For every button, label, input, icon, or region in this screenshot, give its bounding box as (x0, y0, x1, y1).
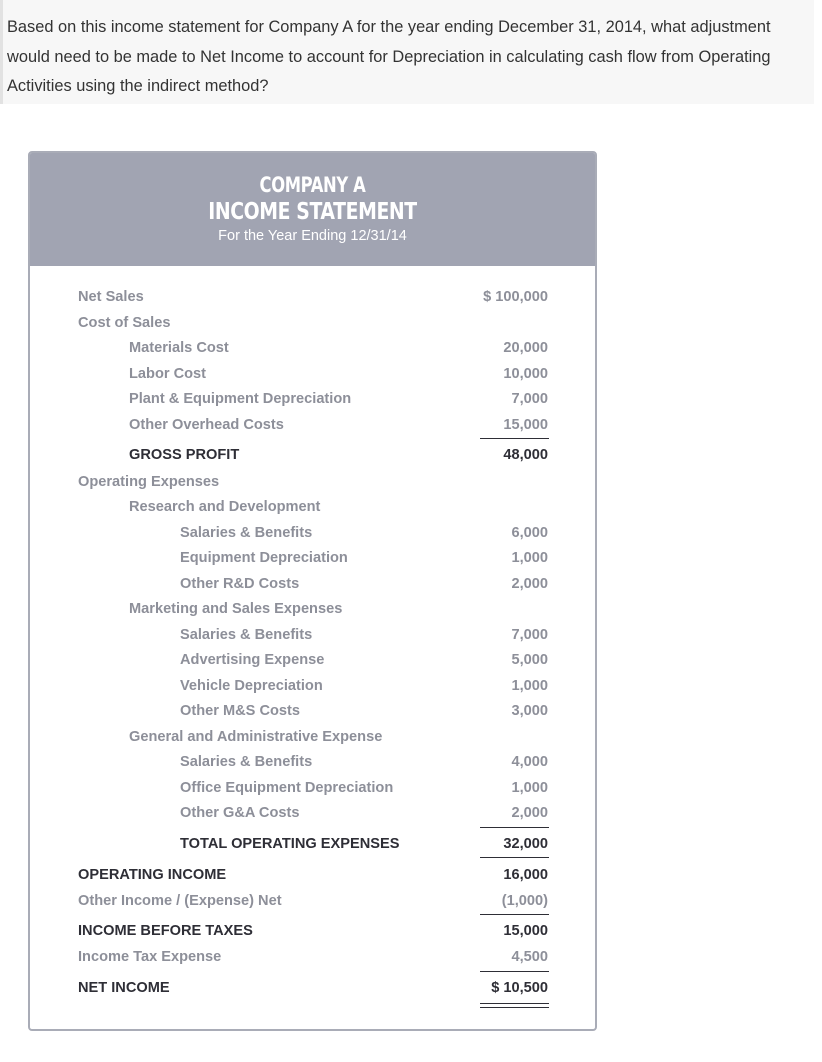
statement-title: INCOME STATEMENT (208, 199, 417, 225)
line-label: OPERATING INCOME (78, 867, 227, 883)
line-amount: 1,000 (511, 678, 548, 694)
line-label: Income Tax Expense (78, 949, 222, 965)
row-other-rd (30, 574, 595, 596)
line-label: Other Income / (Expense) Net (78, 893, 282, 909)
line-amount: 16,000 (503, 867, 548, 883)
line-amount: 3,000 (511, 703, 548, 719)
line-label: Labor Cost (129, 366, 207, 382)
double-rule-bottom (480, 1007, 549, 1008)
line-amount: $ 100,000 (483, 289, 548, 305)
line-amount: 2,000 (511, 576, 548, 592)
question-text: Based on this income statement for Company A for the year ending December 31, 2014, what adjustment would need to be made to Net Income to account for Depreciation in calculating cash flow from Operating Activities using the indirect method? (0, 0, 814, 104)
statement-header (30, 153, 595, 266)
row-operating-income (30, 865, 595, 887)
line-label: Net Sales (78, 289, 144, 305)
line-amount: 7,000 (511, 627, 548, 643)
line-label: TOTAL OPERATING EXPENSES (180, 836, 400, 852)
line-label: Advertising Expense (180, 652, 325, 668)
line-amount: 4,500 (511, 949, 548, 965)
line-amount: 1,000 (511, 780, 548, 796)
row-operating-expenses (30, 472, 595, 494)
row-net-sales (30, 287, 595, 309)
row-other-ms (30, 701, 595, 723)
line-label: Marketing and Sales Expenses (129, 601, 343, 617)
row-office-equipment-depreciation (30, 778, 595, 800)
row-other-income (30, 891, 595, 913)
row-gross-profit (30, 445, 595, 467)
line-label: Salaries & Benefits (180, 627, 313, 643)
subtotal-rule (480, 438, 549, 439)
row-cost-of-sales (30, 313, 595, 335)
row-rd-salaries (30, 523, 595, 545)
line-label: GROSS PROFIT (129, 447, 240, 463)
row-labor-cost (30, 364, 595, 386)
line-amount: 15,000 (503, 923, 548, 939)
line-amount: 15,000 (503, 417, 548, 433)
row-marketing-sales (30, 599, 595, 621)
row-net-income (30, 978, 595, 1000)
line-label: Other G&A Costs (180, 805, 300, 821)
row-ga-salaries (30, 752, 595, 774)
line-label: Equipment Depreciation (180, 550, 348, 566)
line-amount: 2,000 (511, 805, 548, 821)
income-statement-card (28, 151, 597, 1031)
line-amount: 10,000 (503, 366, 548, 382)
line-label: Plant & Equipment Depreciation (129, 391, 352, 407)
line-amount: 5,000 (511, 652, 548, 668)
subtotal-rule (480, 914, 549, 915)
line-amount: $ 10,500 (491, 980, 548, 996)
row-other-overhead (30, 415, 595, 437)
row-materials-cost (30, 338, 595, 360)
line-label: General and Administrative Expense (129, 729, 383, 745)
line-label: Vehicle Depreciation (180, 678, 323, 694)
line-amount: 1,000 (511, 550, 548, 566)
line-label: NET INCOME (78, 980, 170, 996)
row-plant-depreciation (30, 389, 595, 411)
line-label: Other R&D Costs (180, 576, 300, 592)
row-total-operating-expenses (30, 834, 595, 856)
line-label: Other M&S Costs (180, 703, 301, 719)
subtotal-rule (480, 857, 549, 858)
row-research-development (30, 497, 595, 519)
line-amount: 4,000 (511, 754, 548, 770)
double-rule-top (480, 1003, 549, 1004)
line-label: Other Overhead Costs (129, 417, 284, 433)
line-label: Research and Development (129, 499, 321, 515)
row-income-tax (30, 947, 595, 969)
line-amount: 7,000 (511, 391, 548, 407)
row-advertising (30, 650, 595, 672)
line-label: Operating Expenses (78, 474, 220, 490)
line-label: Salaries & Benefits (180, 754, 313, 770)
line-label: Materials Cost (129, 340, 229, 356)
row-income-before-taxes (30, 921, 595, 943)
row-other-ga (30, 803, 595, 825)
subtotal-rule (480, 827, 549, 828)
line-amount: 6,000 (511, 525, 548, 541)
line-amount: 20,000 (503, 340, 548, 356)
company-name: COMPANY A (259, 173, 366, 197)
line-amount: (1,000) (501, 893, 548, 909)
line-label: Cost of Sales (78, 315, 171, 331)
line-label: INCOME BEFORE TAXES (78, 923, 253, 939)
row-vehicle-depreciation (30, 676, 595, 698)
row-equipment-depreciation (30, 548, 595, 570)
line-amount: 48,000 (503, 447, 548, 463)
line-label: Office Equipment Depreciation (180, 780, 394, 796)
line-label: Salaries & Benefits (180, 525, 313, 541)
line-amount: 32,000 (503, 836, 548, 852)
row-ms-salaries (30, 625, 595, 647)
subtotal-rule (480, 971, 549, 972)
statement-period: For the Year Ending 12/31/14 (218, 228, 407, 244)
row-general-admin (30, 727, 595, 749)
